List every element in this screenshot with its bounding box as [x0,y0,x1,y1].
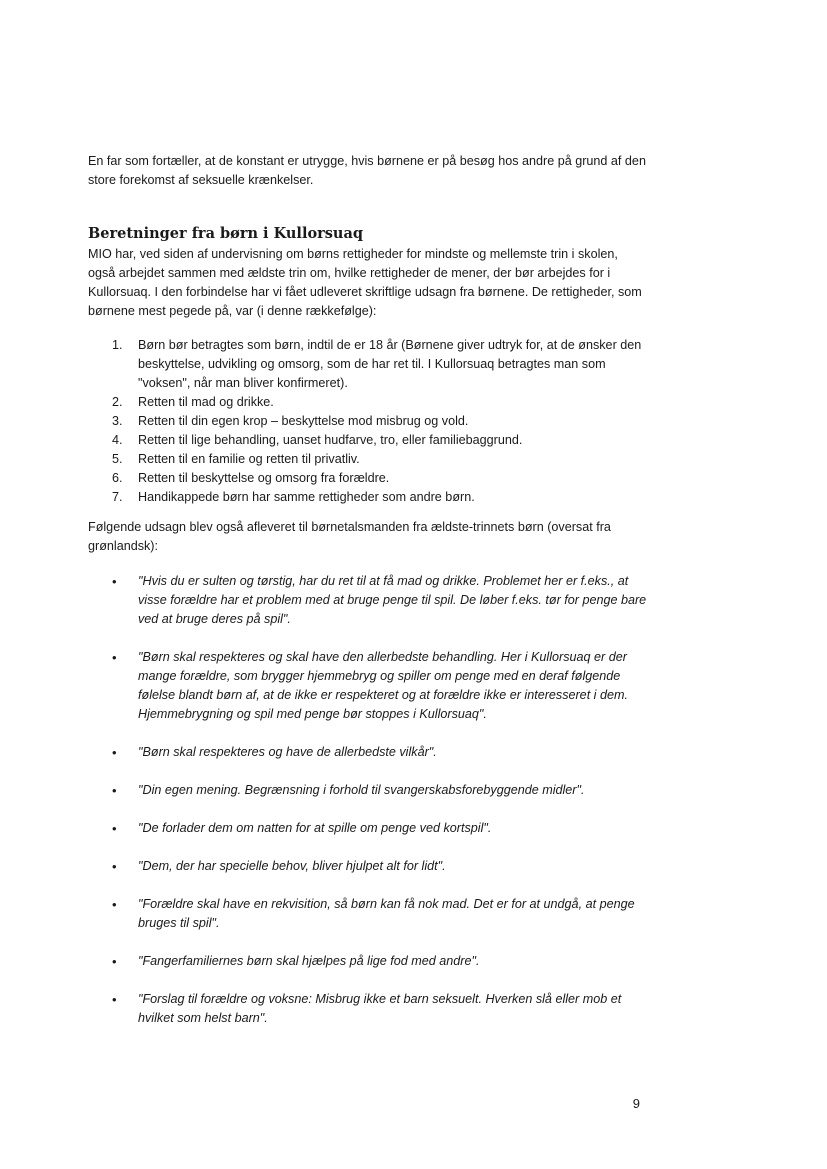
bullet-icon: • [112,745,117,760]
bullet-icon: • [112,992,117,1007]
list-number: 3. [112,414,123,428]
quote-text: "Børn skal respekteres og have de allerbedste vilkår". [138,745,437,759]
quotes-lead-paragraph: Følgende udsagn blev også afleveret til børnetalsmanden fra ældste-trinnets børn (oversat fra grønlandsk): [88,520,611,553]
rights-list [88,336,648,507]
quote-item [88,895,648,933]
list-number: 4. [112,433,123,447]
page-number: 9 [632,1096,640,1111]
bullet-icon: • [112,954,117,969]
rights-list-item [88,469,648,488]
quote-item [88,990,648,1028]
list-item-text: Retten til lige behandling, uanset hudfarve, tro, eller familiebaggrund. [138,433,523,447]
list-number: 1. [112,338,123,352]
quote-item [88,952,648,971]
section-heading: Beretninger fra børn i Kullorsuaq [88,225,363,242]
quote-text: "Børn skal respekteres og skal have den allerbedste behandling. Her i Kullorsuaq er der mange forældre, som brygger hjemmebryg og spiller om penge med en deraf følgende følelse blandt børn af, at de ikke er respekteret og at forældre ikke er interesseret i dem. Hjemmebrygning og spil med penge bør stoppes i Kullorsuaq". [138,650,628,721]
bullet-icon: • [112,897,117,912]
quote-text: "Fangerfamiliernes børn skal hjælpes på lige fod med andre". [138,954,480,968]
quote-text: "Forslag til forældre og voksne: Misbrug ikke et barn seksuelt. Hverken slå eller mob et hvilket som helst barn". [138,992,622,1025]
bullet-icon: • [112,783,117,798]
rights-list-item [88,336,648,393]
list-item-text: Retten til mad og drikke. [138,395,274,409]
rights-list-item [88,412,648,431]
quote-item [88,648,648,724]
list-number: 5. [112,452,123,466]
quotes-list [88,572,648,1047]
bullet-icon: • [112,821,117,836]
list-number: 2. [112,395,123,409]
rights-list-item [88,431,648,450]
rights-list-item [88,393,648,412]
list-number: 7. [112,490,123,504]
quote-text: "Forældre skal have en rekvisition, så børn kan få nok mad. Det er for at undgå, at penge bruges til spil". [138,897,635,930]
bullet-icon: • [112,650,117,665]
quote-item [88,781,648,800]
rights-list-item [88,488,648,507]
quote-text: "Din egen mening. Begrænsning i forhold til svangerskabsforebyggende midler". [138,783,585,797]
list-item-text: Retten til din egen krop – beskyttelse mod misbrug og vold. [138,414,469,428]
intro-paragraph: En far som fortæller, at de konstant er utrygge, hvis børnene er på besøg hos andre på grund af den store forekomst af seksuelle krænkelser. [88,154,646,187]
quote-text: "Hvis du er sulten og tørstig, har du ret til at få mad og drikke. Problemet her er f.eks., at visse forældre har et problem med at bruge penge til spil. De løber f.eks. tør for penge bare ved at bruge deres på spil". [138,574,647,626]
list-number: 6. [112,471,123,485]
list-item-text: Børn bør betragtes som børn, indtil de er 18 år (Børnene giver udtryk for, at de ønsker den beskyttelse, udvikling og omsorg, som de har ret til. I Kullorsuaq betragtes man som "voksen", når man bliver konfirmeret). [138,338,642,390]
list-item-text: Handikappede børn har samme rettigheder som andre børn. [138,490,475,504]
bullet-icon: • [112,859,117,874]
rights-list-item [88,450,648,469]
quote-item [88,857,648,876]
list-item-text: Retten til en familie og retten til privatliv. [138,452,360,466]
bullet-icon: • [112,574,117,589]
list-item-text: Retten til beskyttelse og omsorg fra forældre. [138,471,390,485]
quote-item [88,572,648,629]
quote-item [88,743,648,762]
quote-text: "De forlader dem om natten for at spille om penge ved kortspil". [138,821,492,835]
quote-item [88,819,648,838]
quote-text: "Dem, der har specielle behov, bliver hjulpet alt for lidt". [138,859,446,873]
section-paragraph: MIO har, ved siden af undervisning om børns rettigheder for mindste og mellemste trin i skolen, også arbejdet sammen med ældste trin om, hvilke rettigheder de mener, der bør arbejdes for i Kullorsuaq. I den forbindelse har vi fået udleveret skriftlige udsagn fra børnene. De rettigheder, som børnene mest pegede på, var (i denne rækkefølge): [88,247,642,318]
